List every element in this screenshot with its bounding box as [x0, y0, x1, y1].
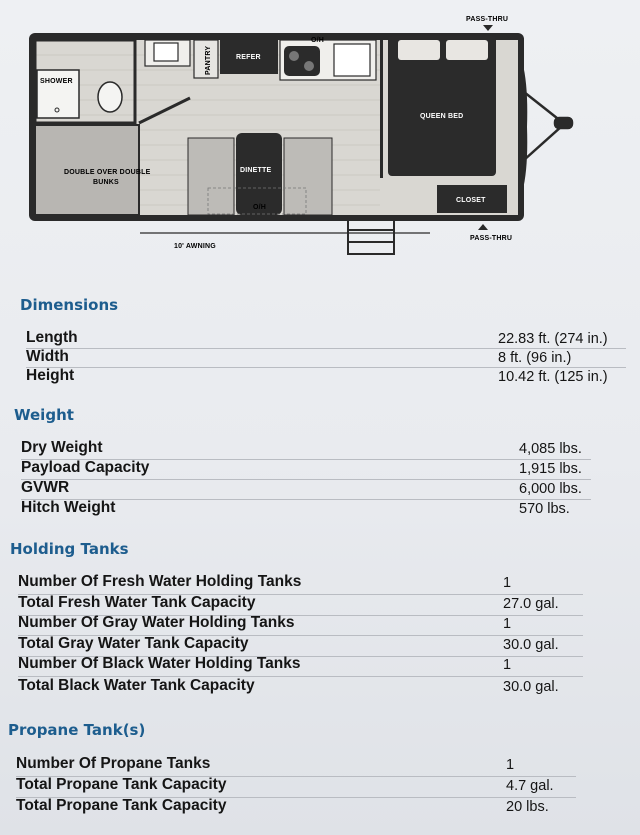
- spec-row-height: [26, 367, 626, 385]
- spec-value: 27.0 gal.: [503, 596, 559, 612]
- spec-row-black-capacity: [18, 677, 583, 695]
- stove-icon: [284, 46, 320, 76]
- pass-thru-top-label: PASS-THRU: [466, 16, 509, 23]
- refer-label: REFER: [236, 54, 261, 61]
- spec-value: 30.0 gal.: [503, 679, 559, 695]
- spec-value: 4.7 gal.: [506, 778, 554, 794]
- pantry-label: PANTRY: [205, 45, 212, 75]
- dimensions-title: Dimensions: [20, 296, 119, 314]
- spec-row-propane-count: [16, 755, 576, 773]
- oh-top-label: O/H: [311, 37, 325, 44]
- pillow-left: [398, 40, 440, 60]
- pass-thru-bottom-label: PASS-THRU: [470, 235, 513, 242]
- spec-label: Hitch Weight: [21, 499, 116, 516]
- spec-value: 10.42 ft. (125 in.): [498, 369, 608, 385]
- closet-label: CLOSET: [456, 197, 486, 204]
- spec-value: 22.83 ft. (274 in.): [498, 331, 608, 347]
- spec-label: Total Gray Water Tank Capacity: [18, 635, 249, 652]
- spec-label: Number Of Black Water Holding Tanks: [18, 655, 301, 672]
- hitch-icon: [524, 92, 572, 160]
- spec-value: 1: [503, 657, 512, 673]
- spec-label: Dry Weight: [21, 439, 103, 456]
- spec-value: 4,085 lbs.: [519, 441, 582, 457]
- spec-label: Number Of Gray Water Holding Tanks: [18, 614, 295, 631]
- kitchen-sink-icon: [334, 44, 370, 76]
- spec-row-fresh-tanks: [18, 573, 583, 591]
- oh-dinette-label: O/H: [253, 204, 267, 211]
- floorplan-diagram: [0, 0, 640, 260]
- holding-tanks-title: Holding Tanks: [10, 540, 129, 558]
- toilet-icon: [98, 82, 122, 112]
- dinette-label: DINETTE: [240, 167, 272, 174]
- bunks-label-1: DOUBLE OVER DOUBLE: [64, 169, 151, 176]
- spec-label: Number Of Fresh Water Holding Tanks: [18, 573, 302, 590]
- entry-steps: [348, 218, 394, 254]
- pillow-right: [446, 40, 488, 60]
- spec-value: 8 ft. (96 in.): [498, 350, 572, 366]
- spec-value: 20 lbs.: [506, 799, 549, 815]
- pass-thru-bottom-arrow-icon: [478, 224, 488, 230]
- bedroom-wall: [380, 33, 383, 178]
- weight-title: Weight: [14, 406, 74, 424]
- spec-row-dry-weight: [21, 439, 591, 457]
- spec-row-propane-gal: [16, 776, 576, 794]
- spec-label: Number Of Propane Tanks: [16, 755, 211, 772]
- spec-row-gvwr: [21, 479, 591, 497]
- spec-row-payload: [21, 459, 591, 477]
- spec-value: 1: [503, 575, 512, 591]
- bunks-label-2: BUNKS: [93, 179, 119, 186]
- shower-label: SHOWER: [40, 78, 73, 85]
- spec-row-fresh-capacity: [18, 594, 583, 612]
- spec-label: Total Black Water Tank Capacity: [18, 677, 255, 694]
- spec-label: Height: [26, 367, 75, 384]
- spec-label: Total Propane Tank Capacity: [16, 776, 227, 793]
- spec-row-black-tanks: [18, 655, 583, 673]
- spec-row-width: [26, 348, 626, 366]
- propane-tanks-title: Propane Tank(s): [8, 721, 146, 739]
- spec-row-gray-tanks: [18, 614, 583, 632]
- spec-row-hitch-weight: [21, 499, 591, 517]
- spec-row-length: [26, 329, 626, 347]
- spec-value: 1,915 lbs.: [519, 461, 582, 477]
- spec-label: Payload Capacity: [21, 459, 150, 476]
- spec-value: 570 lbs.: [519, 501, 570, 517]
- pass-thru-top-arrow-icon: [483, 25, 493, 31]
- queen-bed-label: QUEEN BED: [420, 113, 464, 120]
- spec-row-propane-lbs: [16, 797, 576, 815]
- spec-row-gray-capacity: [18, 635, 583, 653]
- spec-label: Total Propane Tank Capacity: [16, 797, 227, 814]
- spec-value: 1: [503, 616, 512, 632]
- dinette-table: [236, 133, 282, 215]
- spec-label: Width: [26, 348, 69, 365]
- spec-label: Total Fresh Water Tank Capacity: [18, 594, 256, 611]
- dinette-bench-left: [188, 138, 234, 215]
- sink-icon: [154, 43, 178, 61]
- spec-label: Length: [26, 329, 78, 346]
- spec-value: 6,000 lbs.: [519, 481, 582, 497]
- awning-label: 10' AWNING: [174, 243, 216, 250]
- spec-value: 1: [506, 757, 515, 773]
- dinette-bench-right: [284, 138, 332, 215]
- spec-label: GVWR: [21, 479, 70, 496]
- spec-value: 30.0 gal.: [503, 637, 559, 653]
